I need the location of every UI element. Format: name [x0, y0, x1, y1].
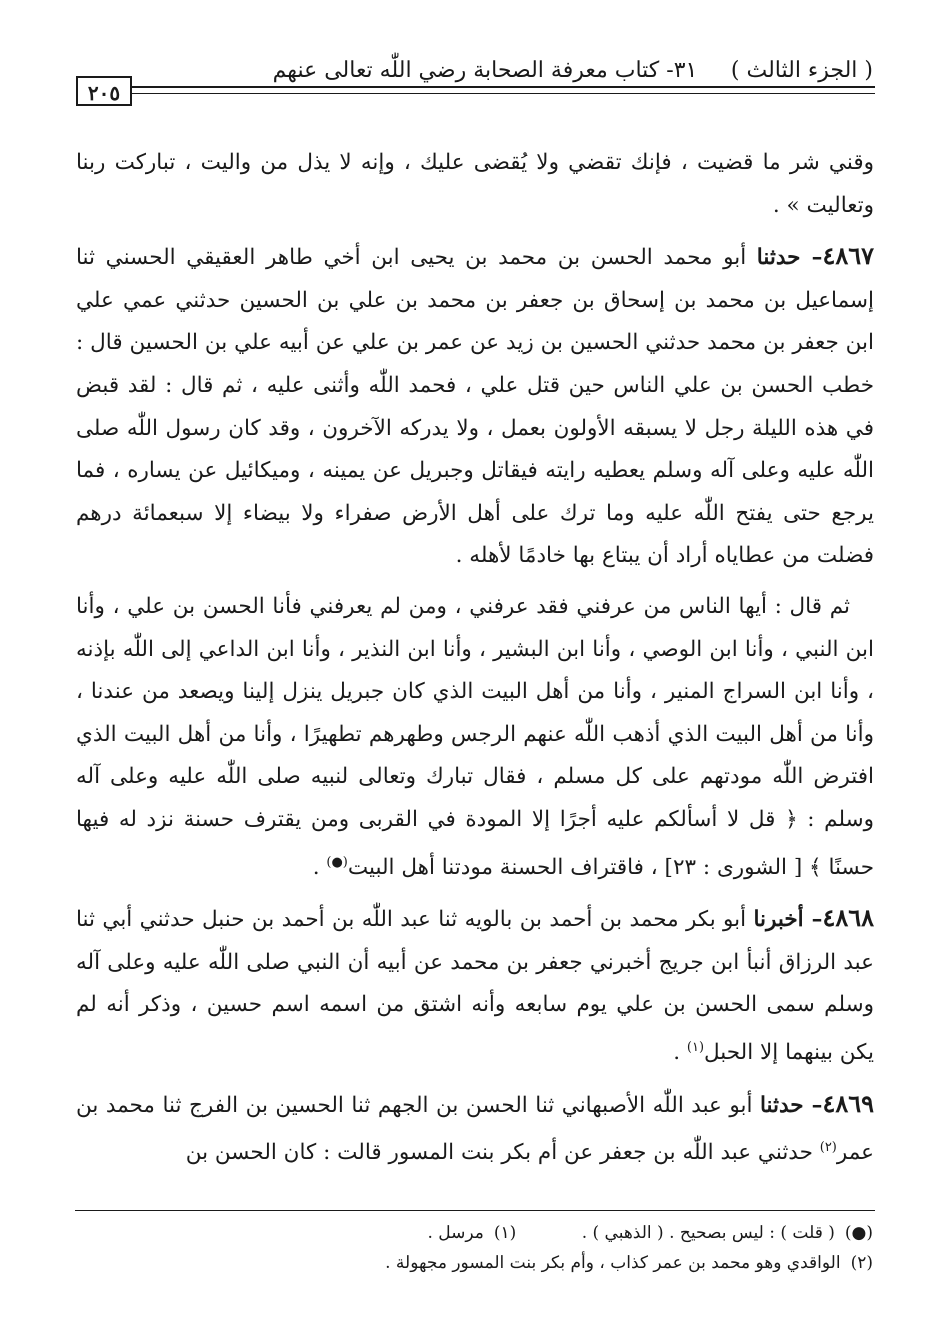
footnote-text: ( قلت ) : ليس بصحيح . ( الذهبي ) .	[581, 1223, 835, 1243]
hadith-text: أبو محمد الحسن بن محمد بن يحيى ابن أخي طاهر العقيقي الحسني ثنا إسماعيل بن محمد بن إسحاق بن جعفر بن محمد بن علي بن الحسين حدثني عمي علي ابن جعفر بن محمد حدثني الحسين بن زيد عن عمر بن علي عن أبيه علي بن الحسين قال : خطب الحسن بن علي الناس حين قتل علي ، فحمد اللّٰه وأثنى عليه ، ثم قال : لقد قبض في هذه الليلة رجل لا يسبقه الأولون بعمل ، ولا يدركه الآخرون ، وقد كان رسول اللّٰه صلى اللّٰه عليه وعلى آله وسلم يعطيه رايته فيقاتل وجبريل عن يمينه ، وميكائيل عن يساره ، فما يرجع حتى يفتح اللّٰه عليه وما ترك على أهل الأرض صفراء ولا بيضاء إلا سبعمائة درهم فضلت من عطاياه أراد أن يبتاع بها خادمًا لأهله .	[76, 245, 874, 569]
footnote-ref-2: (٢)	[819, 1140, 837, 1156]
footnote-text: مرسل .	[427, 1223, 484, 1243]
hadith-4867-continuation	[76, 586, 874, 889]
footnotes	[120, 1218, 873, 1278]
page-number: ٢٠٥	[76, 76, 132, 106]
footnote-ref-star: (●)	[326, 854, 348, 870]
footnote-star	[582, 1218, 873, 1248]
footnote-1	[427, 1218, 516, 1248]
paragraph-continuation: وقني شر ما قضيت ، فإنك تقضي ولا يُقضى عليك ، وإنه لا يذل من واليت ، تباركت ربنا وتعاليت » .	[76, 150, 874, 218]
footnote-ref-1: (١)	[686, 1040, 705, 1056]
hadith-text: ثم قال : أيها الناس من عرفني فقد عرفني ، ومن لم يعرفني فأنا الحسن بن علي ، وأنا ابن النبي ، وأنا ابن الوصي ، وأنا ابن البشير ، وأنا ابن النذير ، وأنا ابن الداعي إلى اللّٰه بإذنه ، وأنا ابن السراج المنير ، وأنا من أهل البيت الذي كان جبريل ينزل إلينا ويصعد من عندنا ، وأنا من أهل البيت الذي أذهب اللّٰه عنهم الرجس وطهرهم تطهيرًا ، وأنا من أهل البيت الذي افترض اللّٰه مودتهم على كل مسلم ، فقال تبارك وتعالى لنبيه صلى اللّٰه عليه وعلى آله وسلم : ﴿ قل لا أسألكم عليه أجرًا إلا المودة في القربى ومن يقترف حسنة نزد له فيها حسنًا ﴾ [ الشورى : ٢٣] ، فاقتراف الحسنة مودتنا أهل البيت	[76, 593, 874, 880]
hadith-4869	[76, 1083, 874, 1175]
hadith-keyword: – أخبرنا	[753, 907, 823, 933]
hadith-keyword: – حدثنا	[759, 1092, 823, 1118]
footnote-row	[120, 1248, 873, 1278]
hadith-4868	[76, 897, 874, 1075]
sentence-end: .	[312, 854, 327, 880]
hadith-number: ٤٨٦٨	[822, 903, 874, 933]
header-rule-thin	[132, 93, 875, 94]
footnote-2	[385, 1248, 873, 1278]
header-rule-thick	[132, 86, 875, 88]
sentence-end: .	[673, 1040, 687, 1066]
hadith-number: ٤٨٦٧	[822, 241, 874, 271]
running-header-book-title: ٣١- كتاب معرفة الصحابة رضي اللّٰه تعالى عنهم	[272, 58, 698, 83]
hadith-text: أبو عبد اللّٰه الأصبهاني ثنا الحسن بن الجهم ثنا الحسين بن الفرج ثنا محمد بن عمر	[76, 1092, 874, 1166]
running-header-volume: ( الجزء الثالث )	[730, 58, 873, 83]
footnote-row	[120, 1218, 873, 1248]
footnote-mark: (١)	[493, 1223, 517, 1243]
footnote-mark: (●)	[844, 1223, 873, 1243]
page-body	[76, 142, 874, 1175]
footnote-mark: (٢)	[850, 1253, 873, 1273]
hadith-4867	[76, 235, 874, 578]
footnote-text: الواقدي وهو محمد بن عمر كذاب ، وأم بكر بنت المسور مجهولة .	[385, 1253, 841, 1273]
hadith-text: حدثني عبد اللّٰه بن جعفر عن أم بكر بنت المسور قالت : كان الحسن بن	[185, 1140, 820, 1166]
hadith-number: ٤٨٦٩	[822, 1088, 874, 1118]
hadith-text: أبو بكر محمد بن أحمد بن بالويه ثنا عبد اللّٰه بن أحمد بن حنبل حدثني أبي ثنا عبد الرزاق أنبأ ابن جريج أخبرني جعفر بن محمد عن أبيه أن النبي صلى اللّٰه عليه وعلى آله وسلم سمى الحسن بن علي يوم سابعه وأنه اشتق من اسمه اسم حسين ، وذكر أنه لم يكن بينهما إلا الحبل	[76, 907, 874, 1066]
footnote-rule	[75, 1210, 875, 1211]
hadith-keyword: – حدثنا	[756, 245, 823, 271]
